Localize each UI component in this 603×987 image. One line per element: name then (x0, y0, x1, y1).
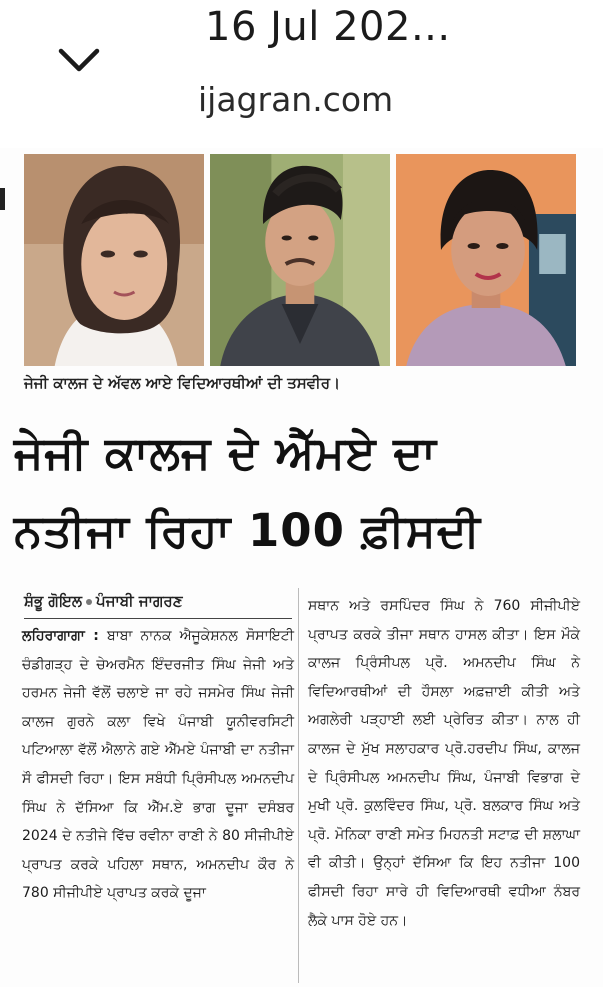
headline-line-2: ਨਤੀਜਾ ਰਿਹਾ 100 ਫ਼ੀਸਦੀ (14, 504, 481, 557)
page-date-title: 16 Jul 202... (205, 4, 451, 50)
byline-divider (24, 618, 292, 619)
newspaper-clipping (0, 148, 603, 987)
article-text-left: ਬਾਬਾ ਨਾਨਕ ਐਜੂਕੇਸ਼ਨਲ ਸੋਸਾਇਟੀ ਚੰਡੀਗੜ੍ਹ ਦੇ ਚੇਅਰਮੈਨ ਇੰਦਰਜੀਤ ਸਿੰਘ ਜੇਜੀ ਅਤੇ ਹਰਮਨ ਜੇਜੀ ਵੱਲੋਂ ਚਲਾਏ ਜਾ ਰਹੇ ਜਸਮੇਰ ਸਿੰਘ ਜੇਜੀ ਕਾਲਜ ਗੁਰਨੇ ਕਲਾ ਵਿਖੇ ਪੰਜਾਬੀ ਯੂਨੀਵਰਸਿਟੀ ਪਟਿਆਲਾ ਵੱਲੋਂ ਐਲਾਨੇ ਗਏ ਐੱਮਏ ਪੰਜਾਬੀ ਦਾ ਨਤੀਜਾ ਸੌ ਫੀਸਦੀ ਰਿਹਾ। ਇਸ ਸਬੰਧੀ ਪ੍ਰਿੰਸੀਪਲ ਅਮਨਦੀਪ ਸਿੰਘ ਨੇ ਦੱਸਿਆ ਕਿ ਐੱਮ.ਏ ਭਾਗ ਦੂਜਾ ਦਸੰਬਰ 2024 ਦੇ ਨਤੀਜੇ ਵਿੱਚ ਰਵੀਨਾ ਰਾਣੀ ਨੇ 80 ਸੀਜੀਪੀਏ ਪ੍ਰਾਪਤ ਕਰਕੇ ਪਹਿਲਾ ਸਥਾਨ, ਅਮਨਦੀਪ ਕੌਰ ਨੇ 780 ਸੀਜੀਪੀਏ ਪ੍ਰਾਪਤ ਕਰਕੇ ਦੂਜਾ (22, 628, 294, 902)
article-text-right: ਸਥਾਨ ਅਤੇ ਰਸਪਿੰਦਰ ਸਿੰਘ ਨੇ 760 ਸੀਜੀਪੀਏ ਪ੍ਰਾਪਤ ਕਰਕੇ ਤੀਜਾ ਸਥਾਨ ਹਾਸਲ ਕੀਤਾ। ਇਸ ਮੌਕੇ ਕਾਲਜ ਪ੍ਰਿੰਸੀਪਲ ਪ੍ਰੋ. ਅਮਨਦੀਪ ਸਿੰਘ ਨੇ ਵਿਦਿਆਰਥੀਆਂ ਦੀ ਹੌਸਲਾ ਅਫ਼ਜ਼ਾਈ ਕੀਤੀ ਅਤੇ ਅਗਲੇਰੀ ਪੜ੍ਹਾਈ ਲਈ ਪ੍ਰੇਰਿਤ ਕੀਤਾ। ਨਾਲ ਹੀ ਕਾਲਜ ਦੇ ਮੁੱਖ ਸਲਾਹਕਾਰ ਪ੍ਰੋ.ਹਰਦੀਪ ਸਿੰਘ, ਕਾਲਜ ਦੇ ਪ੍ਰਿੰਸੀਪਲ ਅਮਨਦੀਪ ਸਿੰਘ, ਪੰਜਾਬੀ ਵਿਭਾਗ ਦੇ ਮੁਖੀ ਪ੍ਰੋ. ਕੁਲਵਿੰਦਰ ਸਿੰਘ, ਪ੍ਰੋ. ਬਲਕਾਰ ਸਿੰਘ ਅਤੇ ਪ੍ਰੋ. ਮੋਨਿਕਾ ਰਾਣੀ ਸਮੇਤ ਮਿਹਨਤੀ ਸਟਾਫ਼ ਦੀ ਸ਼ਲਾਘਾ ਵੀ ਕੀਤੀ। ਉਨ੍ਹਾਂ ਦੱਸਿਆ ਕਿ ਇਹ ਨਤੀਜਾ 100 ਫੀਸਦੀ ਰਿਹਾ ਸਾਰੇ ਹੀ ਵਿਦਿਆਰਥੀ ਵਧੀਆ ਨੰਬਰ ਲੈਕੇ ਪਾਸ ਹੋਏ ਹਨ। (308, 598, 580, 929)
fold-mark (0, 188, 5, 210)
chevron-down-icon (55, 45, 103, 75)
article-headline (14, 414, 599, 570)
bullet-icon (86, 599, 92, 605)
byline-author: ਸ਼ੰਭੂ ਗੋਇਲ (24, 592, 83, 610)
photo-strip (24, 154, 576, 366)
app-top-bar (0, 0, 603, 140)
column-divider (298, 588, 299, 983)
byline (24, 592, 182, 610)
source-url[interactable]: ​ijagran.com (198, 80, 394, 119)
article-column-right (308, 592, 580, 935)
back-button[interactable] (44, 30, 114, 90)
article-column-left (22, 622, 294, 908)
headline-line-1: ਜੇਜੀ ਕਾਲਜ ਦੇ ਐੱਮਏ ਦਾ (14, 426, 437, 479)
staff-photo (396, 154, 576, 366)
byline-publication: ਪੰਜਾਬੀ ਜਾਗਰਣ (96, 592, 183, 610)
article-dateline: ਲਹਿਰਾਗਾਗਾ : (22, 628, 99, 644)
student-photo-1 (24, 154, 204, 366)
photo-caption: ਜੇਜੀ ਕਾਲਜ ਦੇ ਅੱਵਲ ਆਏ ਵਿਦਿਆਰਥੀਆਂ ਦੀ ਤਸਵੀਰ। (24, 374, 341, 392)
student-photo-2 (210, 154, 390, 366)
